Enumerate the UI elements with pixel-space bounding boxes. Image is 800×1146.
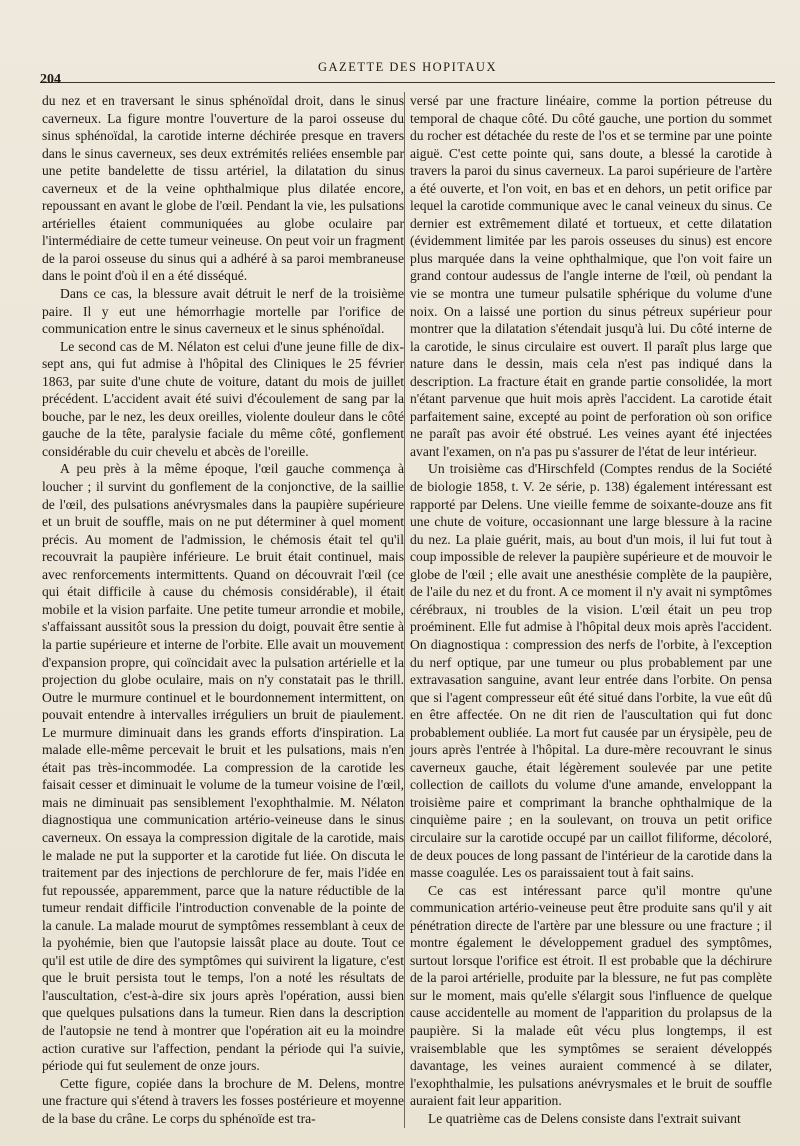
paragraph: Dans ce cas, la blessure avait détruit le nerf de la troisième paire. Il y eut une hémorrhagie mortelle par l'orifice de communication entre le sinus caverneux et le sinus sphénoïdal. bbox=[42, 286, 404, 337]
left-column bbox=[42, 92, 404, 1127]
paragraph: A peu près à la même époque, l'œil gauche commença à loucher ; il survint du gonflement de la conjonctive, de la saillie de l'œil, des pulsations anévrysmales dans la paupière supérieure et un bruit de souffle, mais on ne put déterminer à quel moment précis. Au moment de l'admission, le chémosis était tel qu'il recouvrait la paupière inférieure. Le bruit était continuel, mais avec renforcements intermittents. Quand on découvrait l'œil (ce qui était difficile à cause du chémosis considérable), il était mobile et la vision parfaite. Une petite tumeur arrondie et mobile, s'affaissant aussitôt sous la pression du doigt, pouvait être sentie à la partie supérieure et interne de l'orbite. Elle avait un mouvement d'expansion propre, qui coïncidait avec la pulsation artérielle et la projection du globe oculaire, mais on n'y constatait pas le thrill. Outre le murmure continuel et le bourdonnement intermittent, on pouvait entendre à intervalles irréguliers un bruit de piaulement. Le murmure diminuait dans les grands efforts d'inspiration. La malade elle-même percevait le bruit et les pulsations, mais n'en était pas très-incommodée. La compression de la carotide les faisait cesser et diminuait le volume de la tumeur voisine de l'œil, mais ne diminuait pas sensiblement l'exophthalmie. M. Nélaton diagnostiqua une communication artério-veineuse dans le sinus caverneux. On essaya la compression digitale de la carotide, mais le malade ne put la supporter et la carotide fut liée. On discuta le traitement par des injections de perchlorure de fer, mais l'idée en fut repoussée, apparemment, parce que la nature réductible de la tumeur rendait difficile l'introduction convenable de la pointe de la canule. La malade mourut de symptômes ressemblant à ceux de la pyohémie, bien que l'autopsie laissât place au doute. Tout ce qu'il est utile de dire des symptômes qui suivirent la ligature, c'est que le bruit persista tout le temps, l'on a noté les résultats de l'auscultation, c'est-à-dire six jours après l'opération, aussi bien que quelques pulsations dans la tumeur. Rien dans la description de l'autopsie ne tend à montrer que l'opération ait eu la moindre action curative sur l'affection, pendant la période qui l'a suivie, période qui fut seulement de onze jours. bbox=[42, 461, 404, 1074]
paragraph: versé par une fracture linéaire, comme la portion pétreuse du temporal de chaque côté. Du côté gauche, une portion du sommet du rocher est détachée du reste de l'os et se termine par une pointe aiguë. C'est cette pointe qui, sans doute, a blessé la carotide à travers la paroi du sinus caverneux. La paroi supérieure de l'artère a été ouverte, et l'on voit, en bas et en dehors, un petit orifice par lequel la carotide communique avec le canal veineux du sinus. Ce dernier est extrêmement dilaté et tortueux, et cette dilatation (évidemment limitée par les parois osseuses du sinus) est encore plus marquée dans la veine ophthalmique, que l'on voit faire un grand contour audessus de l'angle interne de l'œil, où pendant la vie se montra une tumeur pulsatile sphérique du volume d'une noix. On a laissé une portion du sinus pétreux supérieur pour montrer que la dilatation s'étendait jusqu'à lui. Du côté interne de la carotide, le sinus circulaire est ouvert. Il paraît plus large que nature dans le dessin, mais cela n'est pas indiqué dans la description. La fracture était en grande partie consolidée, la mort n'étant parvenue que huit mois après l'accident. La carotide était parfaitement saine, excepté au point de perforation où son orifice ne paraît pas avoir été obstrué. Les veines ayant été injectées avant l'examen, on n'a pas pu s'assurer de l'état de leur intérieur. bbox=[410, 93, 772, 459]
paragraph: Le second cas de M. Nélaton est celui d'une jeune fille de dix-sept ans, qui fut admise à l'hôpital des Cliniques le 25 février 1863, par suite d'une chute de voiture, datant du mois de juillet précédent. L'accident avait été suivi d'écoulement de sang par la bouche, par le nez, les deux oreilles, violente douleur dans le côté gauche de la tête, paralysie faciale du même côté, gonflement considérable du cuir chevelu et abcès de l'oreille. bbox=[42, 338, 404, 459]
page-header bbox=[40, 56, 775, 87]
paragraph: Un troisième cas d'Hirschfeld (Comptes rendus de la Société de biologie 1858, t. V. 2e série, p. 138) également intéressant est rapporté par Delens. Une vieille femme de soixante-douze ans fit une chute de voiture, occasionnant une large blessure à la racine du nez. La plaie guérit, mais, au bout d'un mois, il lui fut tout à coup impossible de relever la paupière supérieure et de mouvoir le globe de l'œil ; elle avait une anesthésie complète de la paupière, de l'aile du nez et du front. A ce moment il n'y avait ni symptômes cérébraux, ni troubles de la vision. L'œil était un peu trop proéminent. Elle fut admise à l'hôpital deux mois après l'accident. On diagnostiqua : compression des nerfs de l'orbite, à l'exception du nerf optique, par une tumeur ou plus probablement par une extravasation sanguine, avant leur entrée dans l'orbite. On pensa que si l'agent compresseur eût été situé dans l'orbite, la vue eût dû en être affectée. On ne dit rien de l'auscultation qui fut donc probablement oubliée. La mort fut causée par un érysipèle, peu de jours après l'entrée à l'hôpital. La dure-mère recouvrant le sinus caverneux gauche, était légèrement soulevée par une petite collection de caillots du volume d'une amande, enveloppant la troisième paire et comprimant la branche ophthalmique de la cinquième paire ; en la soulevant, on trouva un petit orifice circulaire sur la carotide occupé par un caillot filiforme, décoloré, de deux pouces de long passant de l'intérieur de la carotide dans la masse coagulée. Les os paraissaient tout à fait sains. bbox=[410, 461, 772, 881]
paragraph: Cette figure, copiée dans la brochure de M. Delens, montre une fracture qui s'étend à travers les fosses postérieure et moyenne de la base du crâne. Le corps du sphénoïde est tra- bbox=[42, 1075, 404, 1126]
paragraph: Ce cas est intéressant parce qu'il montre qu'une communication artério-veineuse peut être produite sans qu'il y ait pénétration directe de l'artère par une blessure ou une fracture ; il montre également le développement graduel des symptômes, surtout lorsque l'orifice est étroit. Il est probable que la déchirure de la paroi artérielle, produite par la blessure, ne fut pas complète sur le moment, mais qu'elle s'élargit sous l'influence de quelque cause accidentelle au moment de l'apparition du prolapsus de la paupière. Si la malade eût vécu plus longtemps, il est vraisemblable que les symptômes se seraient développés davantage, les veines auraient commencé à se dilater, l'exophthalmie, les pulsations anévrysmales et le bruit de souffle auraient fait leur apparition. bbox=[410, 882, 772, 1109]
column-divider bbox=[404, 92, 405, 1128]
journal-title: GAZETTE DES HOPITAUX bbox=[318, 60, 497, 74]
right-column bbox=[410, 92, 772, 1127]
paragraph: Le quatrième cas de Delens consiste dans l'extrait suivant bbox=[428, 1110, 741, 1126]
page-number: 204 bbox=[40, 72, 61, 87]
paragraph: du nez et en traversant le sinus sphénoïdal droit, dans le sinus caverneux. La figure montre l'ouverture de la paroi osseuse du sinus sphénoïdal, la carotide interne déchirée presque en travers dans le sinus caverneux, ses deux extrémités reliées ensemble par une petite bandelette de tissu artériel, la dilatation du sinus caverneux et de la veine ophthalmique plus dilatée encore, repoussant en avant le globe de l'œil. Pendant la vie, les pulsations artérielles étaient communiquées au globe oculaire par l'intermédiaire de cette tumeur veineuse. On peut voir un fragment de la paroi osseuse du sinus qui a adhéré à sa paroi membraneuse dans le point d'où il en a été disséqué. bbox=[42, 93, 404, 284]
